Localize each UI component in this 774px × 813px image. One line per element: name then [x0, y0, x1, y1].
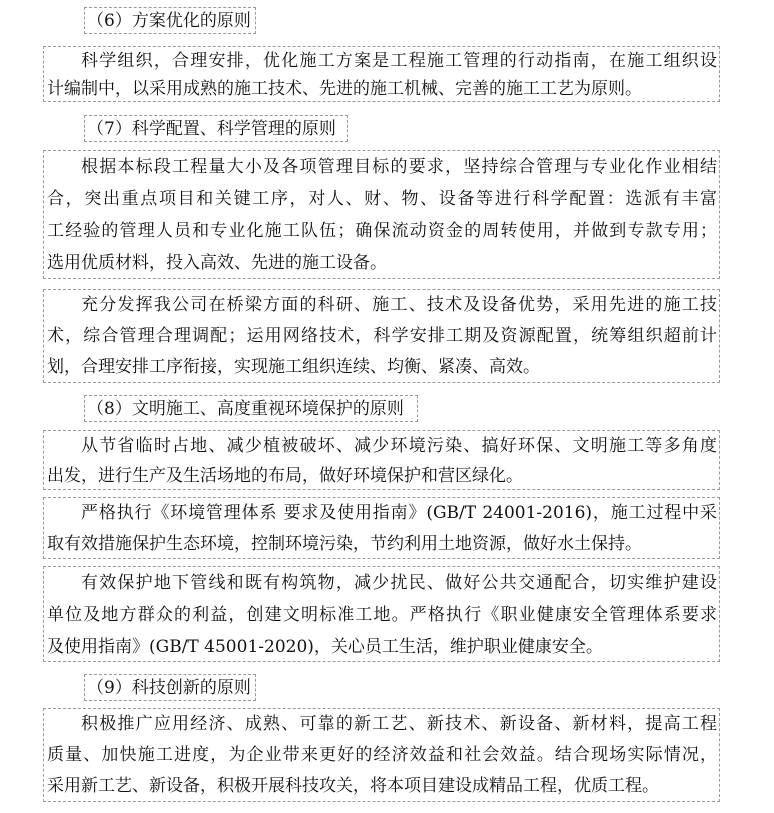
text-line: 划，合理安排工序衔接，实现施工组织连续、均衡、紧凑、高效。: [47, 357, 540, 377]
text-line: 计编制中，以采用成熟的施工技术、先进的施工机械、完善的施工工艺为原则。: [47, 79, 642, 99]
text-line: 科学组织，合理安排，优化施工方案是工程施工管理的行动指南，在施工组织设: [81, 51, 717, 71]
text-line: 出发，进行生产及生活场地的布局，做好环境保护和营区绿化。: [47, 466, 523, 486]
section-heading-7: （7）科学配置、科学管理的原则: [84, 115, 348, 142]
text-line: 取有效措施保护生态环境，控制环境污染，节约利用土地资源，做好水土保持。: [47, 534, 642, 554]
paragraph-6-1: [43, 46, 720, 102]
text-line: 充分发挥我公司在桥梁方面的科研、施工、技术及设备优势，采用先进的施工技: [81, 295, 717, 315]
text-line: 及使用指南》(GB/T 45001-2020)，关心员工生活，维护职业健康安全。: [47, 637, 603, 657]
section-heading-8: （8）文明施工、高度重视环境保护的原则: [84, 395, 418, 422]
text-line: 严格执行《环境管理体系 要求及使用指南》(GB/T 24001-2016)，施工过程中采: [81, 503, 717, 523]
text-line: 有效保护地下管线和既有构筑物，减少扰民、做好公共交通配合，切实维护建设: [81, 573, 717, 593]
paragraph-9-1: [43, 708, 720, 802]
section-heading-6: （6）方案优化的原则: [84, 7, 256, 34]
text-line: 合，突出重点项目和关键工序，对人、财、物、设备等进行科学配置：选派有丰富: [47, 189, 717, 209]
paragraph-8-3: [43, 566, 720, 662]
text-line: 从节省临时占地、减少植被破坏、减少环境污染、搞好环保、文明施工等多角度: [81, 436, 717, 456]
text-line: 采用新工艺、新设备，积极开展科技攻关，将本项目建设成精品工程，优质工程。: [47, 776, 659, 796]
text-line: 质量、加快施工进度，为企业带来更好的经济效益和社会效益。结合现场实际情况，: [47, 745, 717, 765]
section-heading-9: （9）科技创新的原则: [84, 674, 256, 701]
text-line: 根据本标段工程量大小及各项管理目标的要求，坚持综合管理与专业化作业相结: [81, 157, 717, 177]
paragraph-8-2: [43, 497, 720, 559]
text-line: 单位及地方群众的利益，创建文明标准工地。严格执行《职业健康安全管理体系要求: [47, 605, 717, 625]
text-line: 积极推广应用经济、成熟、可靠的新工艺、新技术、新设备、新材料，提高工程: [81, 714, 717, 734]
text-line: 选用优质材料，投入高效、先进的施工设备。: [47, 253, 387, 273]
paragraph-7-1: [43, 150, 720, 279]
text-line: 工经验的管理人员和专业化施工队伍；确保流动资金的周转使用，并做到专款专用；: [47, 221, 717, 241]
text-line: 术，综合管理合理调配；运用网络技术，科学安排工期及资源配置，统筹组织超前计: [47, 326, 717, 346]
paragraph-8-1: [43, 430, 720, 490]
paragraph-7-2: [43, 289, 720, 383]
